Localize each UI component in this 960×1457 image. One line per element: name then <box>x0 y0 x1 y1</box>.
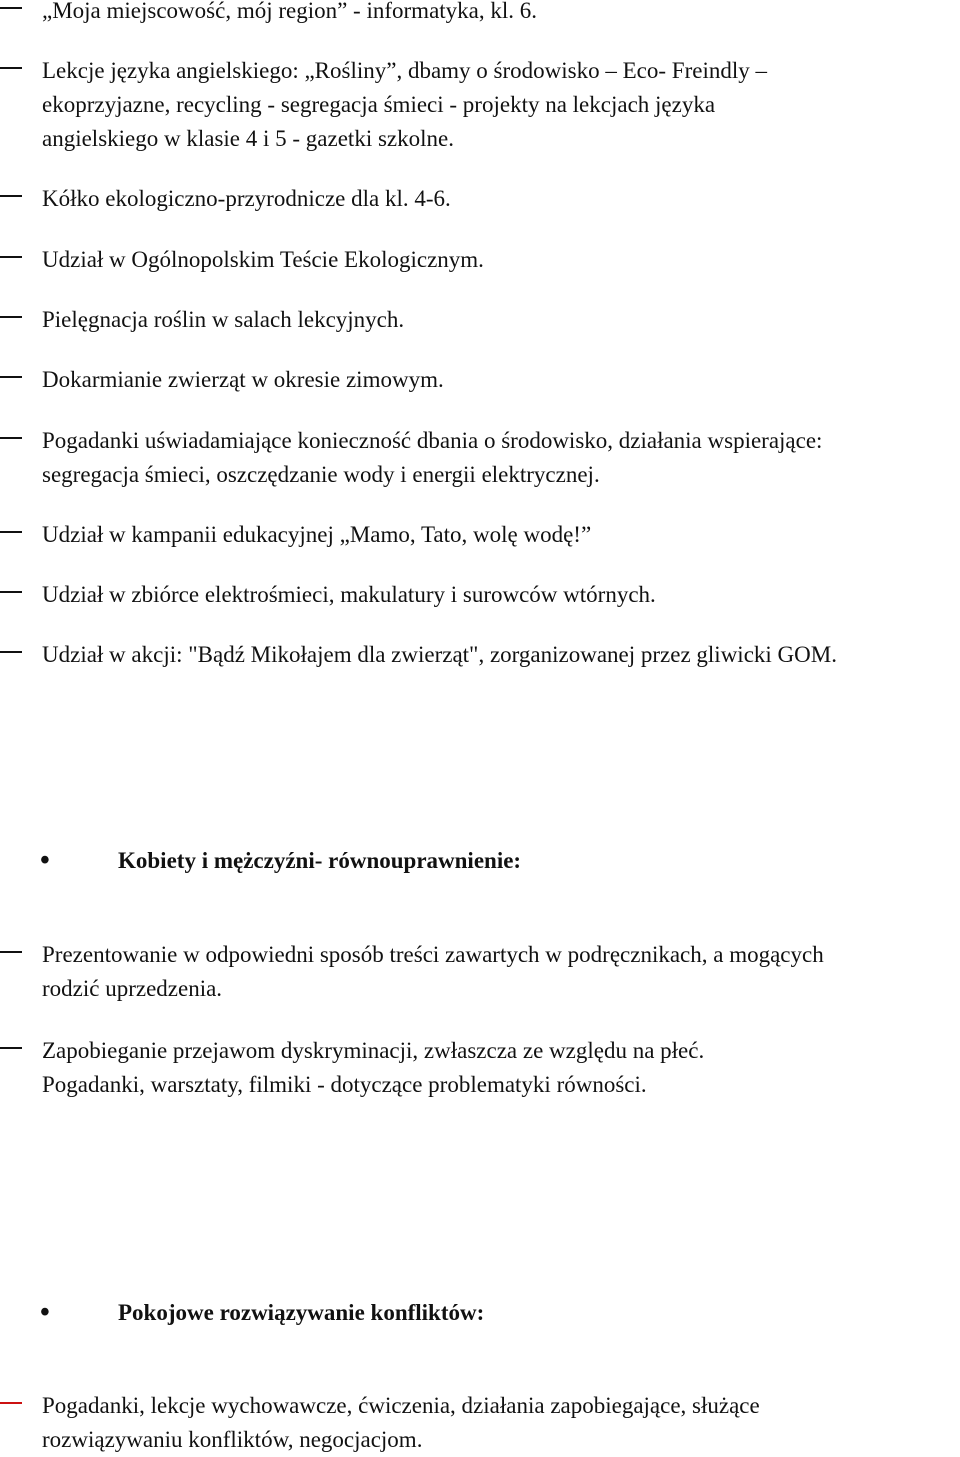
section-heading-text: Kobiety i mężczyźni- równouprawnienie: <box>118 848 522 873</box>
list-item-text: Zapobieganie przejawom dyskryminacji, zwłaszcza ze względu na płeć. Pogadanki, warsztaty, filmiki - dotyczące problematyki równości. <box>42 1038 705 1097</box>
dash-marker <box>0 1047 22 1049</box>
list-item-text: Kółko ekologiczno-przyrodnicze dla kl. 4-6. <box>42 186 451 211</box>
list-item-text: Dokarmianie zwierząt w okresie zimowym. <box>42 367 444 392</box>
dash-marker <box>0 376 22 378</box>
list-item-text: Lekcje języka angielskiego: „Rośliny”, dbamy o środowisko – Eco- Freindly – ekoprzyjazne, recycling - segregacja śmieci - projekty na lekcjach języka angielskiego w klasie 4 i 5 - gazetki szkolne. <box>42 58 767 151</box>
list-item-text: Udział w kampanii edukacyjnej „Mamo, Tato, wolę wodę!” <box>42 522 592 547</box>
list-item-text: Pogadanki uświadamiające konieczność dbania o środowisko, działania wspierające: segregacja śmieci, oszczędzanie wody i energii elektrycznej. <box>42 428 823 487</box>
list-item-text: Udział w Ogólnopolskim Teście Ekologicznym. <box>42 247 484 272</box>
dash-marker <box>0 67 22 69</box>
bullet-marker: • <box>40 845 50 876</box>
dash-marker <box>0 951 22 953</box>
dash-marker <box>0 651 22 653</box>
list-item-text: Udział w zbiórce elektrośmieci, makulatury i surowców wtórnych. <box>42 582 656 607</box>
list-item-text: Pielęgnacja roślin w salach lekcyjnych. <box>42 307 405 332</box>
list-item-text: Pogadanki, lekcje wychowawcze, ćwiczenia, działania zapobiegające, służące rozwiązywaniu konfliktów, negocjacjom. <box>42 1393 760 1452</box>
dash-marker <box>0 1402 22 1404</box>
dash-marker <box>0 7 22 9</box>
list-item-text: „Moja miejscowość, mój region” - informatyka, kl. 6. <box>42 0 538 23</box>
dash-marker <box>0 531 22 533</box>
bullet-marker: • <box>40 1297 50 1328</box>
list-item-text: Prezentowanie w odpowiedni sposób treści zawartych w podręcznikach, a mogących rodzić uprzedzenia. <box>42 942 824 1001</box>
dash-marker <box>0 256 22 258</box>
list-item-text: Udział w akcji: "Bądź Mikołajem dla zwierząt", zorganizowanej przez gliwicki GOM. <box>42 642 837 667</box>
dash-marker <box>0 316 22 318</box>
dash-marker <box>0 591 22 593</box>
dash-marker <box>0 195 22 197</box>
dash-marker <box>0 437 22 439</box>
section-heading-text: Pokojowe rozwiązywanie konfliktów: <box>118 1300 485 1325</box>
